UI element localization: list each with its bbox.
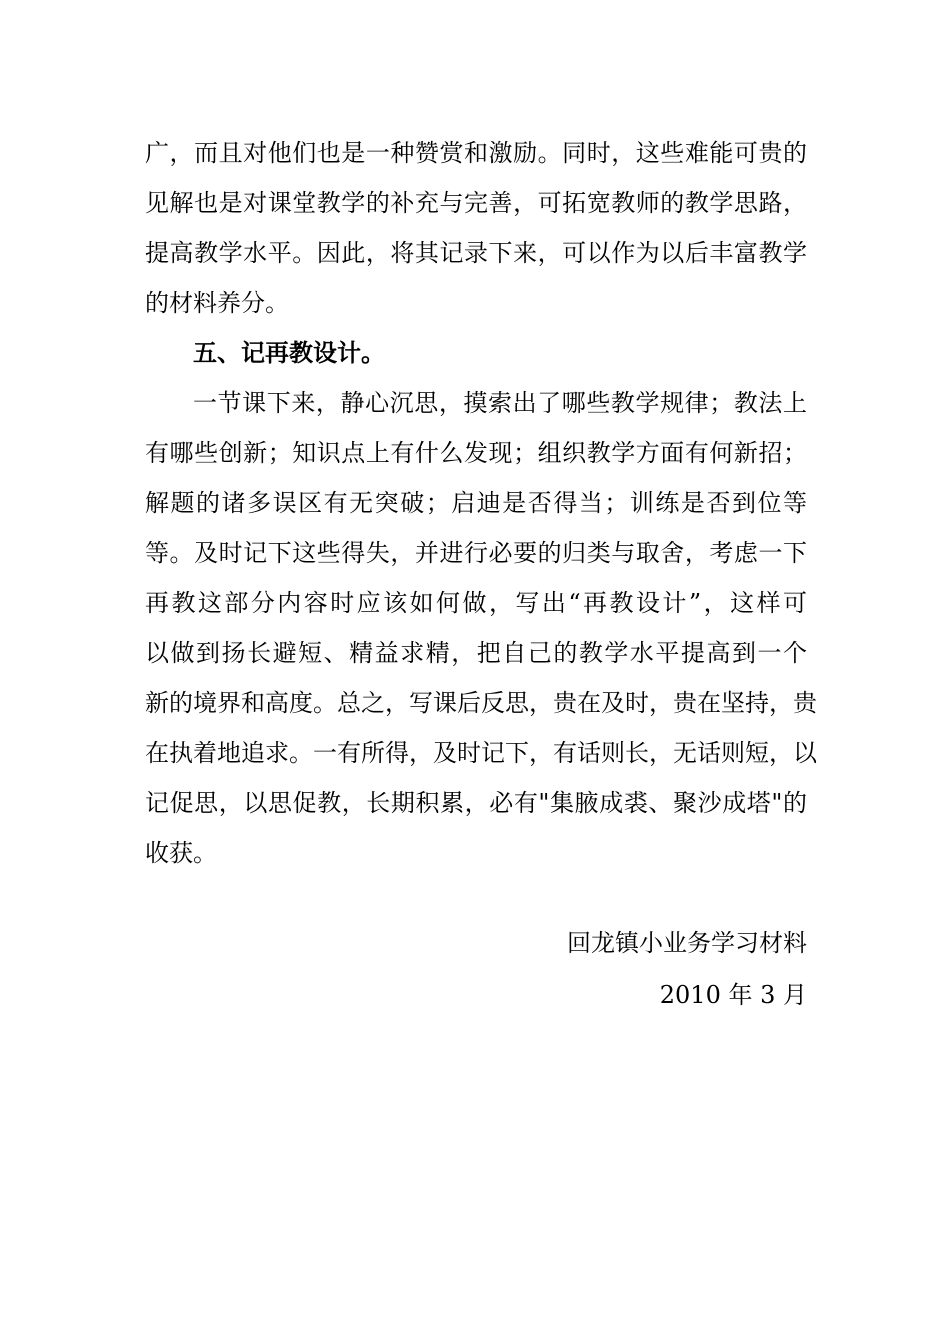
paragraph-continued (145, 128, 807, 328)
paragraph-line: 在执着地追求。一有所得，及时记下，有话则长，无话则短，以 (145, 739, 817, 767)
signature-date: 2010 年 3 月 (659, 981, 807, 1009)
paragraph-redesign (145, 378, 817, 878)
paragraph-line: 等。及时记下这些得失，并进行必要的归类与取舍，考虑一下 (145, 539, 807, 567)
paragraph-line: 广，而且对他们也是一种赞赏和激励。同时，这些难能可贵的 (145, 139, 807, 167)
signature-organization: 回龙镇小业务学习材料 (567, 929, 807, 957)
paragraph-line: 见解也是对课堂教学的补充与完善，可拓宽教师的教学思路， (145, 189, 807, 217)
document-body (145, 128, 817, 878)
paragraph-line: 的材料养分。 (145, 289, 289, 317)
paragraph-line: 一节课下来，静心沉思，摸索出了哪些教学规律；教法上 (193, 389, 807, 417)
paragraph-line: 再教这部分内容时应该如何做，写出“再教设计”，这样可 (145, 589, 807, 617)
paragraph-line: 有哪些创新；知识点上有什么发现；组织教学方面有何新招； (145, 439, 807, 467)
section-heading: 五、记再教设计。 (193, 339, 385, 367)
paragraph-line: 新的境界和高度。总之，写课后反思，贵在及时，贵在坚持，贵 (145, 689, 817, 717)
paragraph-line: 收获。 (145, 839, 217, 867)
paragraph-line: 记促思，以思促教，长期积累，必有"集腋成裘、聚沙成塔"的 (145, 789, 807, 817)
paragraph-line: 提高教学水平。因此，将其记录下来，可以作为以后丰富教学 (145, 239, 807, 267)
paragraph-line: 解题的诸多误区有无突破；启迪是否得当；训练是否到位等 (145, 489, 807, 517)
paragraph-line: 以做到扬长避短、精益求精，把自己的教学水平提高到一个 (145, 639, 807, 667)
